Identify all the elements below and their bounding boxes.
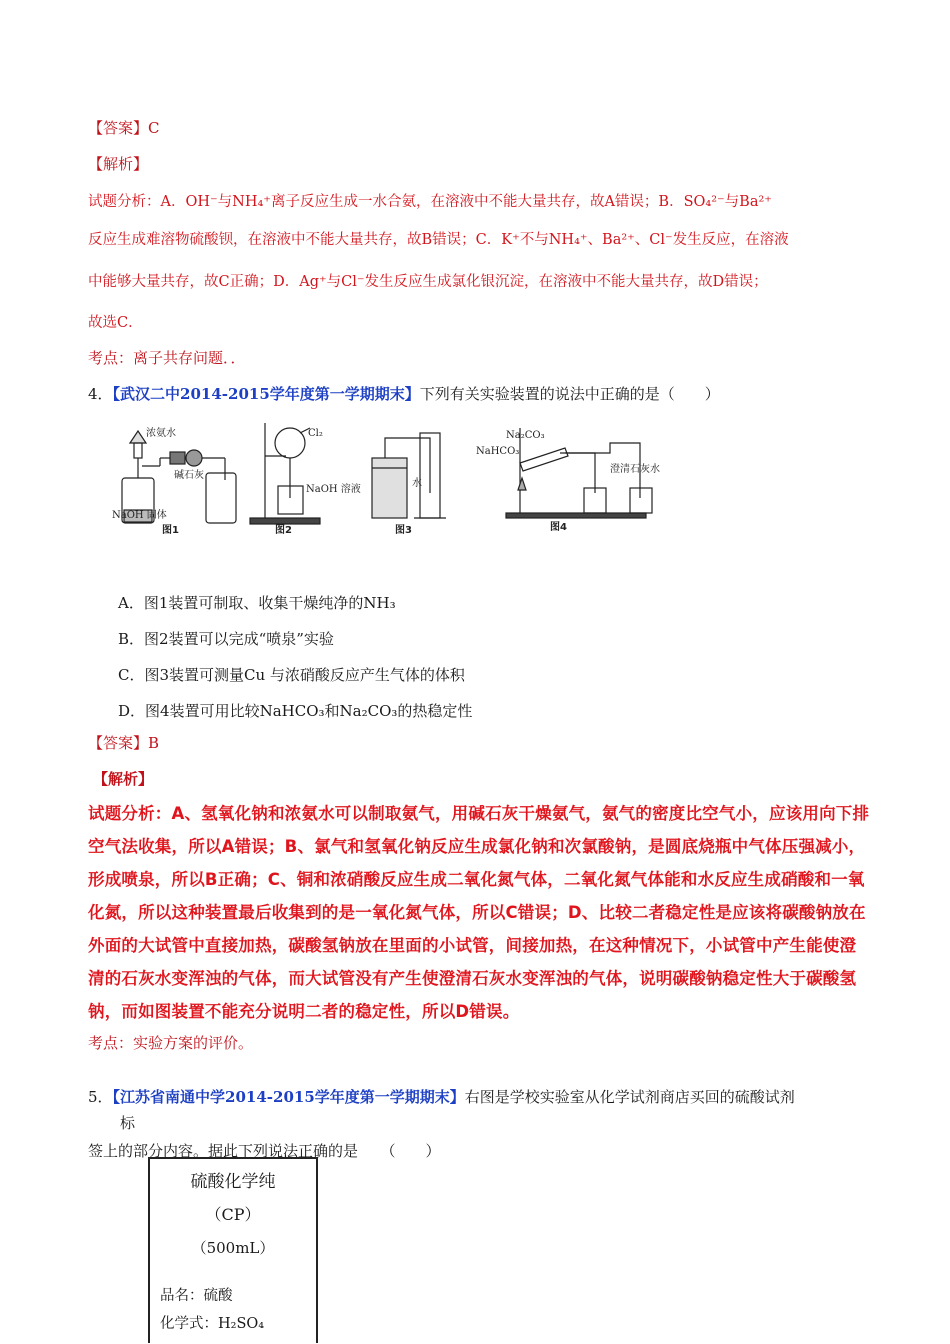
analysis-tag-q3: 【解析】: [88, 155, 149, 173]
reagent-formula: 化学式：H₂SO₄: [160, 1316, 265, 1332]
q4-stem: [88, 383, 720, 404]
caption-fig4: 图4: [550, 522, 567, 533]
q4-option-a: A．图1装置可制取、收集干燥纯净的NH₃: [118, 594, 396, 612]
caption-fig1: 图1: [162, 525, 179, 536]
label-naoh-solid: NaOH 固体: [112, 510, 167, 521]
analysis-tag-q4: 【解析】: [93, 770, 154, 788]
answer-tag: 【答案】: [88, 119, 149, 137]
q5-number: 5．: [88, 1088, 113, 1106]
q5-stem-wrap: 标: [120, 1114, 136, 1132]
label-nh3water: 浓氨水: [146, 428, 176, 439]
q4-analysis-line-7: 钠，而如图装置不能充分说明二者的稳定性，所以D错误。: [88, 1002, 520, 1021]
label-water: 水: [412, 478, 422, 489]
q4-question: 下列有关实验装置的说法中正确的是（ ）: [419, 385, 720, 403]
reagent-volume: （500mL）: [191, 1239, 275, 1257]
q5-stem-line-1: [88, 1086, 795, 1107]
answer-line-q4: [88, 732, 159, 753]
q5-stem-line-2: 签上的部分内容。据此下列说法正确的是 （ ）: [88, 1142, 441, 1160]
answer-value: B: [148, 734, 160, 752]
figure-3: [372, 433, 446, 518]
q4-analysis-line-6: 清的石灰水变浑浊的气体，而大试管没有产生使澄清石灰水变浑浊的气体，说明碳酸钠稳定性大于碳酸氢: [88, 969, 857, 988]
label-na2co3: Na₂CO₃: [506, 430, 545, 441]
q5-question-part1: 右图是学校实验室从化学试剂商店买回的硫酸试剂: [464, 1088, 795, 1106]
label-nahco3: NaHCO₃: [476, 446, 520, 457]
q4-analysis-line-3: 形成喷泉，所以B正确；C、铜和浓硝酸反应生成二氧化氮气体，二氧化氮气体能和水反应生成硝酸和一氧: [88, 870, 865, 889]
q4-analysis-line-1: 试题分析：A、氢氧化钠和浓氨水可以制取氨气，用碱石灰干燥氨气，氨气的密度比空气小，应该用向下排: [88, 804, 870, 823]
q4-option-d: D．图4装置可用比较NaHCO₃和Na₂CO₃的热稳定性: [118, 702, 473, 720]
q4-analysis-line-5: 外面的大试管中直接加热，碳酸氢钠放在里面的小试管，间接加热，在这种情况下，小试管中产生能使澄: [88, 936, 857, 955]
q4-analysis-line-2: 空气法收集，所以A错误；B、氯气和氢氧化钠反应生成氯化钠和次氯酸钠，是圆底烧瓶中气体压强减小，: [88, 837, 866, 856]
q3-analysis-line-4: 故选C．: [88, 315, 143, 331]
q4-source: 【武汉二中2014-2015学年度第一学期期末】: [112, 385, 420, 403]
q3-analysis-line-1: 试题分析：A．OH⁻与NH₄⁺离子反应生成一水合氨，在溶液中不能大量共存，故A错误；B．SO₄²⁻与Ba²⁺: [88, 194, 772, 210]
label-cl2: Cl₂: [308, 428, 323, 439]
q4-option-c: C．图3装置可测量Cu 与浓硝酸反应产生气体的体积: [118, 666, 465, 684]
answer-value: C: [148, 119, 160, 137]
caption-fig2: 图2: [275, 525, 292, 536]
q3-kaodian: 考点：离子共存问题．．: [88, 349, 246, 367]
reagent-label: [148, 1157, 318, 1343]
q3-analysis-line-3: 中能够大量共存，故C正确；D．Ag⁺与Cl⁻发生反应生成氯化银沉淀，在溶液中不能大量共存，故D错误；: [88, 274, 768, 290]
q5-source: 【江苏省南通中学2014-2015学年度第一学期期末】: [112, 1088, 465, 1106]
q3-analysis-line-2: 反应生成难溶物硫酸钡，在溶液中不能大量共存，故B错误；C．K⁺不与NH₄⁺、Ba²⁺、Cl⁻发生反应，在溶液: [88, 232, 789, 248]
reagent-title: 硫酸化学纯: [190, 1172, 276, 1192]
q4-option-b: B．图2装置可以完成“喷泉”实验: [118, 630, 334, 648]
label-naoh-sol: NaOH 溶液: [306, 484, 361, 495]
q4-kaodian: 考点：实验方案的评价。: [88, 1034, 254, 1052]
answer-line-q3: [88, 117, 160, 138]
reagent-name: 品名：硫酸: [160, 1288, 233, 1304]
caption-fig3: 图3: [395, 525, 412, 536]
q4-number: 4．: [88, 385, 113, 403]
reagent-grade: （CP）: [205, 1205, 261, 1224]
label-sodalime: 碱石灰: [174, 470, 204, 481]
label-limewater: 澄清石灰水: [610, 464, 660, 475]
answer-tag: 【答案】: [88, 734, 149, 752]
q4-analysis-line-4: 化氮，所以这种装置最后收集到的是一氧化氮气体，所以C错误；D、比较二者稳定性是应该将碳酸钠放在: [88, 903, 866, 922]
apparatus-figure: [110, 418, 710, 538]
